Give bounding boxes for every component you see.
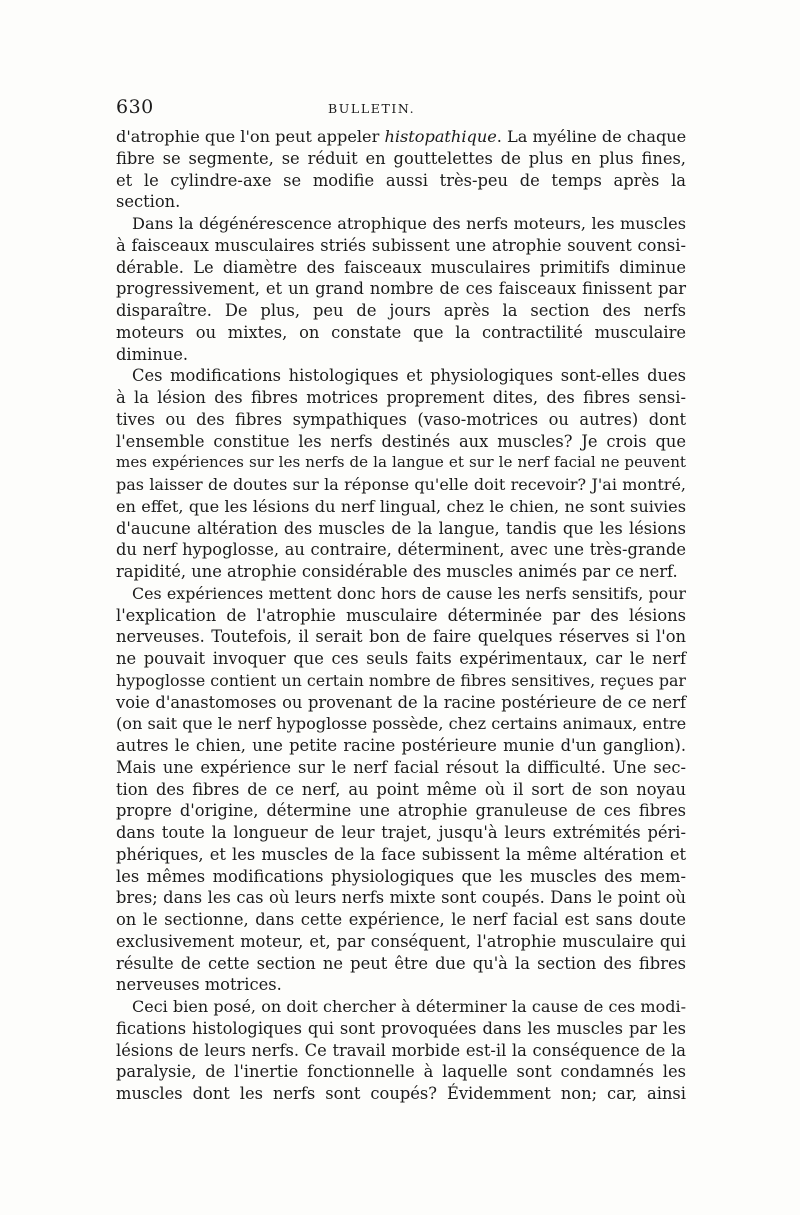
- text-line: résulte de cette section ne peut être due qu'à la section des fibres: [116, 953, 686, 973]
- text-line: rapidité, une atrophie considérable des muscles animés par ce nerf.: [116, 562, 678, 581]
- text-line: à la lésion des fibres motrices proprement dites, des fibres sensi-: [116, 388, 686, 407]
- text-line: disparaître. De plus, peu de jours après la section des nerfs: [116, 301, 686, 320]
- text-line: tives ou des fibres sympathiques (vaso-motrices ou autres) dont: [116, 409, 686, 429]
- text-line: en effet, que les lésions du nerf lingual, chez le chien, ne sont suivies: [116, 496, 686, 516]
- text-line: bres; dans les cas où leurs nerfs mixte sont coupés. Dans le point où: [116, 888, 686, 908]
- text-line: du nerf hypoglosse, au contraire, déterminent, avec une très-grande: [116, 540, 686, 560]
- text-line: (on sait que le nerf hypoglosse possède, chez certains animaux, entre: [116, 714, 687, 734]
- text-line: ne pouvait invoquer que ces seuls faits expérimentaux, car le nerf: [116, 649, 686, 668]
- text-line: dérable. Le diamètre des faisceaux musculaires primitifs diminue: [116, 257, 686, 277]
- text-line: à faisceaux musculaires striés subissent une atrophie souvent consi-: [116, 235, 686, 255]
- text-line: Ces expériences mettent donc hors de cause les nerfs sensitifs, pour: [132, 583, 686, 603]
- text-line: Mais une expérience sur le nerf facial résout la difficulté. Une sec-: [116, 757, 686, 777]
- text-line: fibre se segmente, se réduit en gouttelettes de plus en plus fines,: [116, 148, 686, 168]
- text-line: les mêmes modifications physiologiques que les muscles des mem-: [116, 866, 686, 886]
- text-line: propre d'origine, détermine une atrophie granuleuse de ces fibres: [116, 801, 686, 821]
- text-line: hypoglosse contient un certain nombre de fibres sensitives, reçues par: [116, 670, 686, 690]
- text-line: voie d'anastomoses ou provenant de la racine postérieure de ce nerf: [116, 692, 686, 712]
- text-line: tion des fibres de ce nerf, au point même où il sort de son noyau: [116, 779, 686, 799]
- body-text: [116, 126, 686, 1105]
- italic-term: histopathique: [384, 127, 497, 146]
- text-line: et le cylindre-axe se modifie aussi très-peu de temps après la: [116, 170, 686, 190]
- text-line: nerveuses. Toutefois, il serait bon de faire quelques réserves si l'on: [116, 627, 686, 647]
- text-line: exclusivement moteur, et, par conséquent, l'atrophie musculaire qui: [116, 931, 686, 951]
- page-header: [116, 96, 686, 124]
- text-line: lésions de leurs nerfs. Ce travail morbide est-il la conséquence de la: [116, 1040, 686, 1060]
- text-line: Ces modifications histologiques et physiologiques sont-elles dues: [132, 366, 686, 386]
- text-line: Dans la dégénérescence atrophique des nerfs moteurs, les muscles: [132, 214, 686, 233]
- text-line: section.: [116, 192, 181, 212]
- text-line: d'atrophie que l'on peut appeler histopathique. La myéline de chaque: [116, 127, 687, 146]
- text-line: on le sectionne, dans cette expérience, le nerf facial est sans doute: [116, 910, 686, 929]
- text-line: muscles dont les nerfs sont coupés? Évidemment non; car, ainsi: [116, 1084, 686, 1103]
- text-line: pas laisser de doutes sur la réponse qu'elle doit recevoir? J'ai montré,: [116, 475, 686, 494]
- text-line: mes expériences sur les nerfs de la langue et sur le nerf facial ne peuvent: [116, 453, 686, 472]
- text-line: moteurs ou mixtes, on constate que la contractilité musculaire: [116, 322, 686, 342]
- text-line: Ceci bien posé, on doit chercher à déterminer la cause de ces modi-: [132, 997, 686, 1016]
- text-line: paralysie, de l'inertie fonctionnelle à laquelle sont condamnés les: [116, 1062, 686, 1082]
- text-line: fications histologiques qui sont provoquées dans les muscles par les: [116, 1018, 686, 1038]
- running-head: BULLETIN.: [328, 101, 416, 116]
- text-line: phériques, et les muscles de la face subissent la même altération et: [116, 844, 686, 864]
- text-line: autres le chien, une petite racine postérieure munie d'un ganglion).: [116, 736, 686, 755]
- text-line: dans toute la longueur de leur trajet, jusqu'à leurs extrémités péri-: [116, 823, 686, 842]
- text-line: diminue.: [116, 344, 189, 364]
- text-line: l'ensemble constitue les nerfs destinés aux muscles? Je crois que: [116, 431, 686, 451]
- text-line: nerveuses motrices.: [116, 975, 282, 995]
- page-number: 630: [116, 96, 154, 118]
- text-line: l'explication de l'atrophie musculaire déterminée par des lésions: [116, 605, 686, 625]
- text-line: d'aucune altération des muscles de la langue, tandis que les lésions: [116, 518, 686, 538]
- text-line: progressivement, et un grand nombre de ces faisceaux finissent par: [116, 279, 686, 299]
